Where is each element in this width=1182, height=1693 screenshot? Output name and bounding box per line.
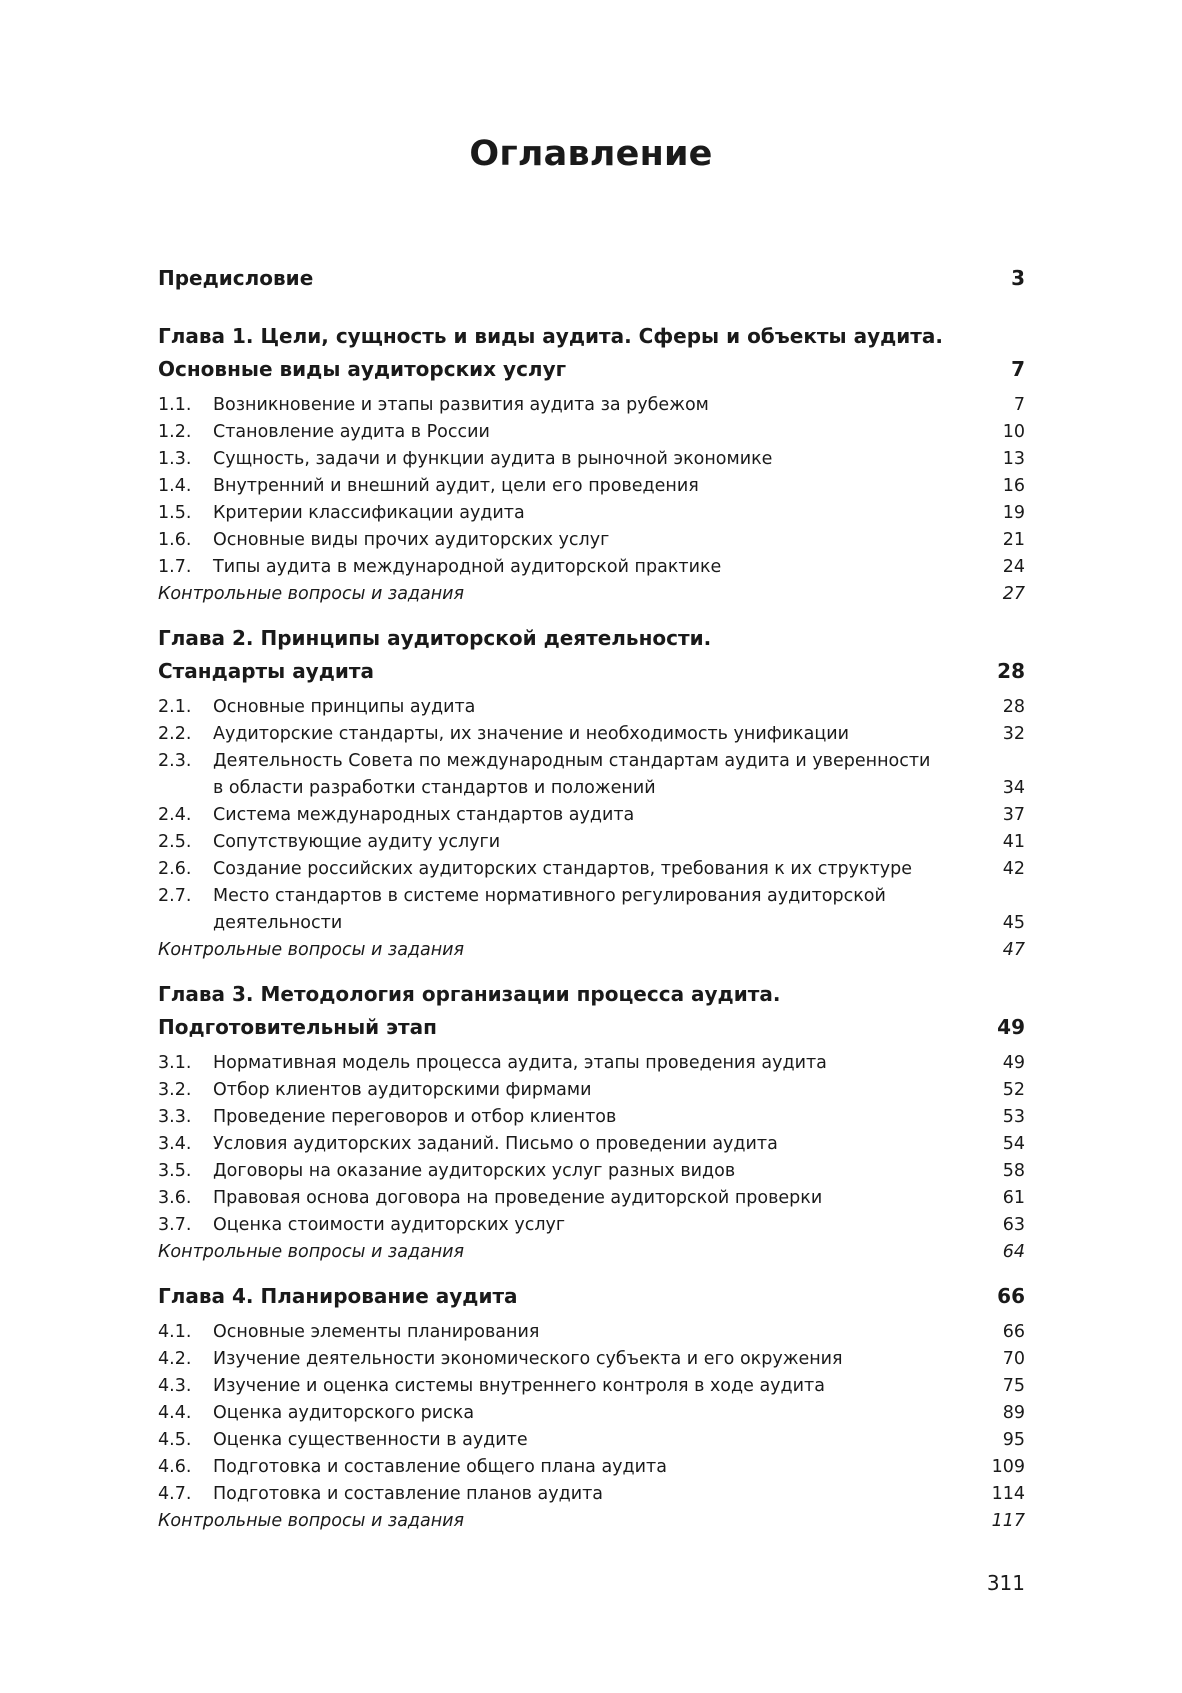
section-page-number: 70 xyxy=(1002,1349,1025,1369)
questions-label: Контрольные вопросы и задания xyxy=(158,1511,465,1531)
toc-section-entry[interactable] xyxy=(158,1319,1025,1346)
section-page-number: 28 xyxy=(1002,697,1025,717)
section-page-number: 21 xyxy=(1002,530,1025,550)
toc-section-entry[interactable] xyxy=(158,527,1025,554)
toc-section-entry[interactable] xyxy=(158,1481,1025,1508)
chapter-heading-3[interactable] xyxy=(158,978,1025,1044)
section-number: 1.7. xyxy=(158,557,192,577)
section-number: 2.1. xyxy=(158,697,192,717)
section-title: Внутренний и внешний аудит, цели его проведения xyxy=(213,476,699,496)
section-title: Отбор клиентов аудиторскими фирмами xyxy=(213,1080,592,1100)
chapter-page-number: 28 xyxy=(997,659,1025,683)
section-page-number: 52 xyxy=(1002,1080,1025,1100)
toc-questions-entry[interactable] xyxy=(158,937,1025,964)
section-title: Нормативная модель процесса аудита, этапы проведения аудита xyxy=(213,1053,827,1073)
section-page-number: 58 xyxy=(1002,1161,1025,1181)
questions-page-number: 64 xyxy=(1002,1242,1025,1262)
toc-section-entry[interactable] xyxy=(158,802,1025,829)
toc-section-entry[interactable] xyxy=(158,554,1025,581)
section-page-number: 45 xyxy=(1002,913,1025,933)
page-number: 311 xyxy=(986,1571,1025,1595)
questions-page-number: 27 xyxy=(1002,584,1025,604)
section-number: 4.7. xyxy=(158,1484,192,1504)
section-number: 3.5. xyxy=(158,1161,192,1181)
section-title: Основные виды прочих аудиторских услуг xyxy=(213,530,610,550)
toc-section-entry[interactable] xyxy=(158,500,1025,527)
chapter-title-line2: Глава 4. Планирование аудита xyxy=(158,1284,518,1308)
toc-section-entry[interactable] xyxy=(158,721,1025,748)
section-number: 2.7. xyxy=(158,886,192,906)
section-page-number: 49 xyxy=(1002,1053,1025,1073)
section-page-number: 37 xyxy=(1002,805,1025,825)
chapter-page-number: 7 xyxy=(1011,357,1025,381)
chapter-title-line2: Основные виды аудиторских услуг xyxy=(158,357,567,381)
section-title: Место стандартов в системе нормативного регулирования аудиторской xyxy=(213,886,886,906)
questions-label: Контрольные вопросы и задания xyxy=(158,584,465,604)
toc-section-entry[interactable] xyxy=(158,829,1025,856)
section-page-number: 42 xyxy=(1002,859,1025,879)
toc-section-entry[interactable] xyxy=(158,1077,1025,1104)
section-number: 3.7. xyxy=(158,1215,192,1235)
section-number: 1.2. xyxy=(158,422,192,442)
section-title: Изучение и оценка системы внутреннего контроля в ходе аудита xyxy=(213,1376,825,1396)
toc-questions-entry[interactable] xyxy=(158,1508,1025,1535)
chapter-title-line1: Глава 3. Методология организации процесса аудита. xyxy=(158,982,781,1006)
toc-section-entry[interactable] xyxy=(158,1185,1025,1212)
section-title: Деятельность Совета по международным стандартам аудита и уверенности xyxy=(213,751,931,771)
section-title: Изучение деятельности экономического субъекта и его окружения xyxy=(213,1349,843,1369)
section-number: 2.6. xyxy=(158,859,192,879)
toc-section-entry[interactable] xyxy=(158,1050,1025,1077)
section-number: 3.4. xyxy=(158,1134,192,1154)
chapter-title-line2: Подготовительный этап xyxy=(158,1015,437,1039)
section-title: Аудиторские стандарты, их значение и необходимость унификации xyxy=(213,724,850,744)
section-title: Сущность, задачи и функции аудита в рыночной экономике xyxy=(213,449,773,469)
chapter-page-number: 66 xyxy=(997,1284,1025,1308)
chapter-heading-2[interactable] xyxy=(158,622,1025,688)
section-page-number: 66 xyxy=(1002,1322,1025,1342)
section-number: 4.4. xyxy=(158,1403,192,1423)
toc-section-entry[interactable] xyxy=(158,1373,1025,1400)
chapter-block-4 xyxy=(158,1280,1025,1535)
section-title: Становление аудита в России xyxy=(213,422,490,442)
section-title: Типы аудита в международной аудиторской практике xyxy=(213,557,722,577)
section-page-number: 53 xyxy=(1002,1107,1025,1127)
chapter-block-2 xyxy=(158,622,1025,964)
section-page-number: 109 xyxy=(991,1457,1025,1477)
section-title: Создание российских аудиторских стандартов, требования к их структуре xyxy=(213,859,913,879)
section-title: Оценка существенности в аудите xyxy=(213,1430,528,1450)
chapter-page-number: 49 xyxy=(997,1015,1025,1039)
section-title: Оценка аудиторского риска xyxy=(213,1403,475,1423)
section-page-number: 32 xyxy=(1002,724,1025,744)
section-title: Возникновение и этапы развития аудита за рубежом xyxy=(213,395,709,415)
toc-section-entry[interactable] xyxy=(158,1400,1025,1427)
toc-section-entry[interactable] xyxy=(158,883,1025,937)
section-number: 1.1. xyxy=(158,395,192,415)
chapter-title-line2: Стандарты аудита xyxy=(158,659,374,683)
section-page-number: 24 xyxy=(1002,557,1025,577)
section-page-number: 7 xyxy=(1013,395,1025,415)
section-title: Система международных стандартов аудита xyxy=(213,805,635,825)
toc-section-entry[interactable] xyxy=(158,694,1025,721)
preface-label: Предисловие xyxy=(158,266,314,290)
section-number: 1.5. xyxy=(158,503,192,523)
toc-section-entry[interactable] xyxy=(158,748,1025,802)
section-title: Основные принципы аудита xyxy=(213,697,476,717)
questions-page-number: 117 xyxy=(991,1511,1025,1531)
toc-section-entry[interactable] xyxy=(158,1212,1025,1239)
preface-page-number: 3 xyxy=(1011,266,1025,290)
section-number: 3.2. xyxy=(158,1080,192,1100)
section-title: Основные элементы планирования xyxy=(213,1322,540,1342)
toc-section-entry[interactable] xyxy=(158,419,1025,446)
toc-section-entry[interactable] xyxy=(158,392,1025,419)
toc-questions-entry[interactable] xyxy=(158,1239,1025,1266)
section-page-number: 63 xyxy=(1002,1215,1025,1235)
section-number: 2.4. xyxy=(158,805,192,825)
toc-section-entry[interactable] xyxy=(158,446,1025,473)
section-page-number: 89 xyxy=(1002,1403,1025,1423)
section-page-number: 95 xyxy=(1002,1430,1025,1450)
section-title: Оценка стоимости аудиторских услуг xyxy=(213,1215,566,1235)
section-number: 1.6. xyxy=(158,530,192,550)
section-number: 1.4. xyxy=(158,476,192,496)
toc-section-entry[interactable] xyxy=(158,1131,1025,1158)
section-title: Критерии классификации аудита xyxy=(213,503,525,523)
toc-questions-entry[interactable] xyxy=(158,581,1025,608)
toc-section-entry[interactable] xyxy=(158,856,1025,883)
section-title: Подготовка и составление общего плана аудита xyxy=(213,1457,667,1477)
section-page-number: 61 xyxy=(1002,1188,1025,1208)
section-title: Сопутствующие аудиту услуги xyxy=(213,832,501,852)
section-page-number: 16 xyxy=(1002,476,1025,496)
section-number: 4.5. xyxy=(158,1430,192,1450)
section-page-number: 34 xyxy=(1002,778,1025,798)
chapter-title-line1: Глава 1. Цели, сущность и виды аудита. Сферы и объекты аудита. xyxy=(158,324,943,348)
toc-section-entry[interactable] xyxy=(158,1427,1025,1454)
chapter-title-line1: Глава 2. Принципы аудиторской деятельности. xyxy=(158,626,712,650)
section-page-number: 114 xyxy=(991,1484,1025,1504)
toc-section-entry[interactable] xyxy=(158,1158,1025,1185)
section-page-number: 54 xyxy=(1002,1134,1025,1154)
section-number: 2.2. xyxy=(158,724,192,744)
section-number: 3.1. xyxy=(158,1053,192,1073)
section-title: Условия аудиторских заданий. Письмо о проведении аудита xyxy=(213,1134,778,1154)
section-title-continued: деятельности xyxy=(213,913,343,933)
section-number: 4.3. xyxy=(158,1376,192,1396)
section-page-number: 10 xyxy=(1002,422,1025,442)
toc-section-entry[interactable] xyxy=(158,1454,1025,1481)
section-page-number: 13 xyxy=(1002,449,1025,469)
section-number: 2.5. xyxy=(158,832,192,852)
section-number: 4.1. xyxy=(158,1322,192,1342)
chapter-heading-1[interactable] xyxy=(158,320,1025,386)
section-title-continued: в области разработки стандартов и положений xyxy=(213,778,656,798)
section-number: 3.3. xyxy=(158,1107,192,1127)
questions-label: Контрольные вопросы и задания xyxy=(158,1242,465,1262)
section-title: Проведение переговоров и отбор клиентов xyxy=(213,1107,617,1127)
toc-preface-entry[interactable] xyxy=(158,266,1025,290)
section-number: 2.3. xyxy=(158,751,192,771)
questions-label: Контрольные вопросы и задания xyxy=(158,940,465,960)
toc-section-entry[interactable] xyxy=(158,473,1025,500)
section-page-number: 41 xyxy=(1002,832,1025,852)
section-page-number: 75 xyxy=(1002,1376,1025,1396)
section-number: 4.6. xyxy=(158,1457,192,1477)
section-page-number: 19 xyxy=(1002,503,1025,523)
section-title: Правовая основа договора на проведение аудиторской проверки xyxy=(213,1188,823,1208)
section-number: 1.3. xyxy=(158,449,192,469)
table-of-contents xyxy=(158,266,1025,1549)
chapter-heading-4[interactable] xyxy=(158,1280,1025,1313)
section-number: 4.2. xyxy=(158,1349,192,1369)
chapter-block-1 xyxy=(158,320,1025,608)
chapter-block-3 xyxy=(158,978,1025,1266)
toc-section-entry[interactable] xyxy=(158,1104,1025,1131)
section-number: 3.6. xyxy=(158,1188,192,1208)
questions-page-number: 47 xyxy=(1002,940,1025,960)
toc-section-entry[interactable] xyxy=(158,1346,1025,1373)
section-title: Договоры на оказание аудиторских услуг разных видов xyxy=(213,1161,736,1181)
page-title: Оглавление xyxy=(469,134,713,174)
section-title: Подготовка и составление планов аудита xyxy=(213,1484,603,1504)
